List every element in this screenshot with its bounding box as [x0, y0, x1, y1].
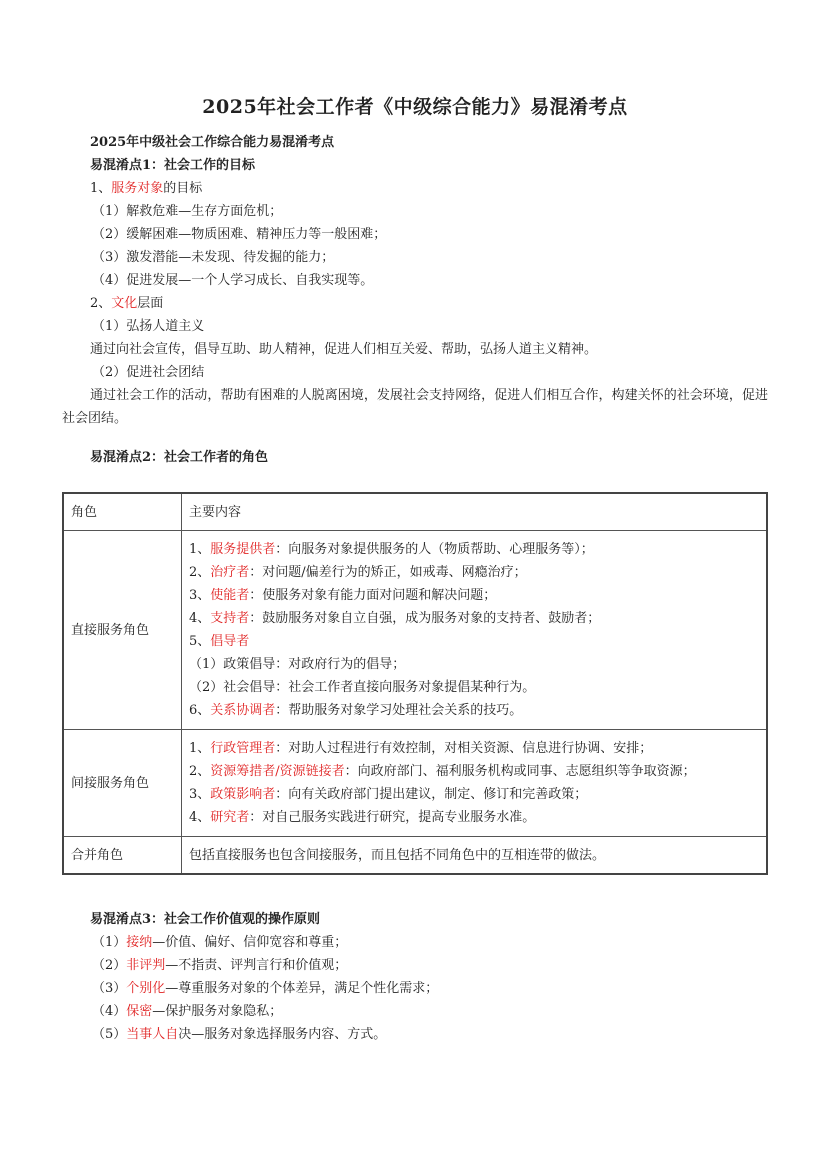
sec1-point-1: 1、服务对象的目标: [90, 181, 203, 196]
list-item: （1）弘扬人道主义: [92, 319, 205, 334]
header-cell: 角色: [63, 493, 182, 531]
list-item: （2）非评判—不指责、评判言行和价值观；: [92, 958, 348, 973]
table-header-row: [63, 493, 767, 531]
paragraph: 通过向社会宣传，倡导互助、助人精神，促进人们相互关爱、帮助，弘扬人道主义精神。: [90, 342, 598, 357]
table-row: [63, 837, 767, 875]
list-item: （1）接纳—价值、偏好、信仰宽容和尊重；: [92, 935, 348, 950]
sec1-heading: 易混淆点1：社会工作的目标: [90, 158, 256, 173]
list-item: （3）个别化—尊重服务对象的个体差异，满足个性化需求；: [92, 981, 439, 996]
role-label: 直接服务角色: [63, 531, 182, 730]
highlight-term: 文化: [111, 296, 138, 311]
list-item: （4）促进发展—一个人学习成长、自我实现等。: [92, 273, 374, 288]
roles-table: [62, 492, 768, 875]
sec1-point-2: 2、文化层面: [90, 296, 164, 311]
role-label: 合并角色: [63, 837, 182, 875]
table-row: [63, 730, 767, 837]
document-subtitle: 2025年中级社会工作综合能力易混淆考点: [90, 135, 335, 150]
role-content: 1、服务提供者：向服务对象提供服务的人（物质帮助、心理服务等）； 2、治疗者：对问题/偏差行为的矫正，如戒毒、网瘾治疗； 3、使能者：使服务对象有能力面对问题和解决问题； 4、支持者：鼓励服务对象自立自强，成为服务对象的支持者、鼓励者； 5、倡导者 （1）政策倡导：对政府行为的倡导； （2）社会倡导：社会工作者直接向服务对象提倡某种行为。 6、关系协调者：帮助服务对象学习处理社会关系的技巧。: [182, 531, 768, 730]
list-item: （2）促进社会团结: [92, 365, 205, 380]
paragraph: 通过社会工作的活动，帮助有困难的人脱离困境，发展社会支持网络，促进人们相互合作，构建关怀的社会环境，促进社会团结。: [62, 388, 768, 426]
section-1: [62, 131, 768, 469]
highlight-term: 服务对象: [111, 181, 164, 196]
document-title: 2025年社会工作者《中级综合能力》易混淆考点: [202, 96, 628, 118]
list-item: （3）激发潜能—未发现、待发掘的能力；: [92, 250, 335, 265]
header-cell: 主要内容: [182, 493, 768, 531]
role-content: 1、行政管理者：对助人过程进行有效控制，对相关资源、信息进行协调、安排； 2、资源筹措者/资源链接者：向政府部门、福利服务机构或同事、志愿组织等争取资源； 3、政策影响者：向有关政府部门提出建议，制定、修订和完善政策； 4、研究者：对自己服务实践进行研究，提高专业服务水准。: [182, 730, 768, 837]
table-row: [63, 531, 767, 730]
sec3-heading: 易混淆点3：社会工作价值观的操作原则: [90, 912, 321, 927]
sec2-heading: 易混淆点2：社会工作者的角色: [90, 450, 269, 465]
list-item: （1）解救危难—生存方面危机；: [92, 204, 283, 219]
list-item: （5）当事人自决—服务对象选择服务内容、方式。: [92, 1027, 387, 1042]
section-3: [62, 908, 768, 1046]
list-item: （2）缓解困难—物质困难、精神压力等一般困难；: [92, 227, 387, 242]
list-item: （4）保密—保护服务对象隐私；: [92, 1004, 283, 1019]
role-label: 间接服务角色: [63, 730, 182, 837]
role-content: 包括直接服务也包含间接服务，而且包括不同角色中的互相连带的做法。: [182, 837, 768, 875]
